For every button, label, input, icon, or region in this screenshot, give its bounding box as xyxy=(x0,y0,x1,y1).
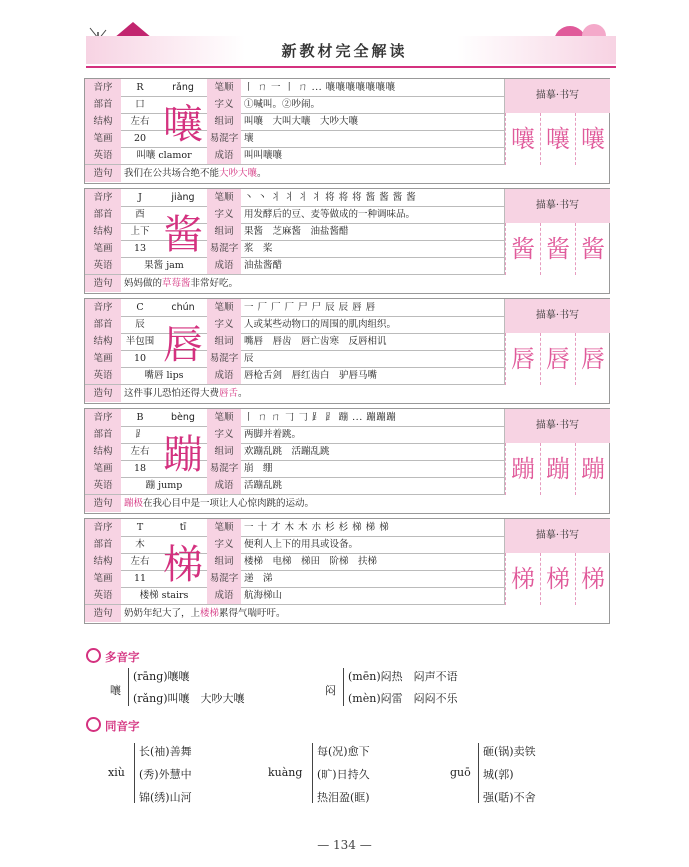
label-chengyu: 成语 xyxy=(207,257,241,274)
ziyi-value: 人或某些动物口的周围的肌肉组织。 xyxy=(244,319,397,330)
practice-cell xyxy=(575,553,610,605)
card-row xyxy=(85,477,504,495)
sentence-post: 非常好吃。 xyxy=(190,278,239,289)
label-jiegou: 结构 xyxy=(85,443,121,460)
label-yinxu: 音序 xyxy=(85,409,121,426)
jiegou-value: 左右 xyxy=(130,556,150,567)
main-character: 唇 xyxy=(163,322,203,368)
label-yingyu: 英语 xyxy=(85,367,121,384)
label-bishun: 笔顺 xyxy=(207,409,241,426)
sentence-highlight: 唇舌 xyxy=(219,388,239,399)
yinxu-value: T xyxy=(136,522,144,533)
sentence-highlight: 大吵大嚷 xyxy=(219,168,258,179)
practice-character: 酱 xyxy=(546,235,570,263)
label-zuci: 组词 xyxy=(207,553,241,570)
label-bishun: 笔顺 xyxy=(207,189,241,206)
card-row xyxy=(85,570,504,588)
english-value: 果酱 jam xyxy=(144,260,184,271)
label-yicuozi: 易混字 xyxy=(207,240,241,257)
ziyi-value: ①喊叫。②吵闹。 xyxy=(244,99,321,110)
zuci-value: 叫嚷 大叫大嚷 大吵大嚷 xyxy=(244,116,359,127)
bushou-value: ⻊ xyxy=(135,429,145,440)
sentence-post: 在我心目中是一项让人心惊肉跳的运动。 xyxy=(143,498,315,509)
label-zuci: 组词 xyxy=(207,443,241,460)
practice-cell xyxy=(505,223,540,275)
label-bishun: 笔顺 xyxy=(207,79,241,96)
practice-character: 酱 xyxy=(511,235,535,263)
brace-line xyxy=(343,668,344,706)
tongyin-word: (秀)外慧中 xyxy=(139,768,192,781)
english-value: 叫嚷 clamor xyxy=(136,150,192,161)
yinxu-value: R xyxy=(136,82,144,93)
duoyin-reading: (mēn)闷热 闷声不语 xyxy=(348,670,458,683)
character-card xyxy=(84,408,610,514)
pinyin: bèng xyxy=(171,412,195,423)
practice-character: 嚷 xyxy=(511,125,535,153)
practice-character: 唇 xyxy=(546,345,570,373)
ziyi-value: 两脚并着跳。 xyxy=(244,429,302,440)
section-title: 同音字 xyxy=(105,719,140,733)
label-zuci: 组词 xyxy=(207,333,241,350)
label-yingyu: 英语 xyxy=(85,587,121,604)
bihua-value: 20 xyxy=(133,133,147,144)
chengyu-value: 活蹦乱跳 xyxy=(244,480,283,491)
bishun-value: 丨 ㄇ ㄇ 𠃌 𠃌 ⻊ ⻊ 蹦 ... 蹦蹦蹦 xyxy=(244,412,397,423)
ziyi-value: 用发酵后的豆、麦等做成的一种调味品。 xyxy=(244,209,416,220)
label-bihua: 笔画 xyxy=(85,350,121,367)
practice-cell xyxy=(575,333,610,385)
label-zuci: 组词 xyxy=(207,223,241,240)
card-row xyxy=(85,257,504,275)
practice-cell xyxy=(540,553,575,605)
practice-character: 梯 xyxy=(546,565,570,593)
sentence xyxy=(121,275,604,292)
practice-cell xyxy=(575,223,610,275)
label-ziyi: 字义 xyxy=(207,206,241,223)
label-bishun: 笔顺 xyxy=(207,299,241,316)
practice-cell xyxy=(575,443,610,495)
label-jiegou: 结构 xyxy=(85,553,121,570)
label-bihua: 笔画 xyxy=(85,130,121,147)
brace-line xyxy=(128,668,129,706)
card-row xyxy=(85,587,504,605)
label-jiegou: 结构 xyxy=(85,333,121,350)
label-yicuozi: 易混字 xyxy=(207,570,241,587)
section-duoyinzi-heading xyxy=(86,648,140,665)
zuci-value: 楼梯 电梯 梯田 阶梯 扶梯 xyxy=(244,556,378,567)
duoyin-reading: (mèn)闷雷 闷闷不乐 xyxy=(348,692,458,705)
sentence xyxy=(121,165,604,182)
label-ziyi: 字义 xyxy=(207,316,241,333)
sentence-highlight: 草莓酱 xyxy=(162,278,191,289)
zuci-value: 欢蹦乱跳 活蹦乱跳 xyxy=(244,446,330,457)
label-yinxu: 音序 xyxy=(85,189,121,206)
label-bishun: 笔顺 xyxy=(207,519,241,536)
practice-cell xyxy=(540,223,575,275)
english-value: 蹦 jump xyxy=(145,480,183,491)
card-row xyxy=(85,206,504,224)
label-zaoju: 造句 xyxy=(85,495,121,512)
label-yinxu: 音序 xyxy=(85,299,121,316)
label-zaoju: 造句 xyxy=(85,385,121,402)
sentence-post: 累得气喘吁吁。 xyxy=(219,608,286,619)
writing-practice xyxy=(504,409,610,495)
card-row xyxy=(85,113,504,131)
label-bihua: 笔画 xyxy=(85,240,121,257)
sentence-pre: 妈妈做的 xyxy=(124,278,163,289)
practice-cell xyxy=(505,113,540,165)
tongyin-word: 锦(绣)山河 xyxy=(139,791,192,804)
sentence-row xyxy=(85,275,609,292)
label-jiegou: 结构 xyxy=(85,113,121,130)
bishun-value: 一 十 才 木 木 朩 杉 杉 梯 梯 梯 xyxy=(244,522,390,533)
writing-practice-header: 描摹·书写 xyxy=(505,519,610,553)
label-bushou: 部首 xyxy=(85,96,121,113)
card-row xyxy=(85,426,504,444)
magnifier-icon xyxy=(86,648,101,663)
label-jiegou: 结构 xyxy=(85,223,121,240)
label-ziyi: 字义 xyxy=(207,96,241,113)
yinxu-value: J xyxy=(138,192,142,203)
yinxu-value: B xyxy=(136,412,144,423)
label-bihua: 笔画 xyxy=(85,570,121,587)
practice-character: 梯 xyxy=(581,565,605,593)
card-row xyxy=(85,79,504,97)
yinxu-value: C xyxy=(136,302,144,313)
practice-character: 唇 xyxy=(511,345,535,373)
practice-character: 梯 xyxy=(511,565,535,593)
bushou-value: 口 xyxy=(135,99,145,110)
card-row xyxy=(85,130,504,148)
card-row xyxy=(85,147,504,165)
page-header xyxy=(0,0,689,78)
practice-cell xyxy=(575,113,610,165)
bishun-value: 丶 丶 丬 丬 丬 丬 将 将 将 酱 酱 酱 酱 xyxy=(244,192,417,203)
label-chengyu: 成语 xyxy=(207,367,241,384)
label-yingyu: 英语 xyxy=(85,147,121,164)
brace-line xyxy=(312,743,313,803)
card-row xyxy=(85,299,504,317)
writing-practice xyxy=(504,299,610,385)
practice-character: 嚷 xyxy=(581,125,605,153)
sentence-pre: 我们在公共场合绝不能 xyxy=(124,168,220,179)
label-yingyu: 英语 xyxy=(85,477,121,494)
character-card xyxy=(84,188,610,294)
bishun-value: 丨 ㄇ 一 丨 ㄇ ... 嚷嚷嚷嚷嚷嚷嚷 xyxy=(244,82,396,93)
sentence-post: 。 xyxy=(238,388,248,399)
label-yicuozi: 易混字 xyxy=(207,350,241,367)
card-row xyxy=(85,367,504,385)
label-bushou: 部首 xyxy=(85,426,121,443)
label-ziyi: 字义 xyxy=(207,426,241,443)
label-chengyu: 成语 xyxy=(207,587,241,604)
brace-line xyxy=(134,743,135,803)
label-yingyu: 英语 xyxy=(85,257,121,274)
duoyin-char: 嚷 xyxy=(110,684,121,697)
page-title: 新教材完全解读 xyxy=(281,42,408,60)
practice-character: 蹦 xyxy=(511,455,535,483)
label-zaoju: 造句 xyxy=(85,165,121,182)
label-zuci: 组词 xyxy=(207,113,241,130)
chengyu-value: 油盐酱醋 xyxy=(244,260,283,271)
zuci-value: 果酱 芝麻酱 油盐酱醋 xyxy=(244,226,349,237)
yicuozi-value: 壤 xyxy=(244,133,254,144)
card-row xyxy=(85,409,504,427)
sentence-highlight: 蹦极 xyxy=(124,498,144,509)
label-bihua: 笔画 xyxy=(85,460,121,477)
card-row xyxy=(85,553,504,571)
character-card xyxy=(84,78,610,184)
tongyin-pinyin: kuàng xyxy=(268,766,303,779)
bishun-value: 一 厂 厂 厂 尸 尸 辰 辰 唇 唇 xyxy=(244,302,376,313)
magnifier-icon xyxy=(86,717,101,732)
label-chengyu: 成语 xyxy=(207,147,241,164)
card-row xyxy=(85,536,504,554)
sentence-row xyxy=(85,165,609,182)
tongyin-pinyin: guō xyxy=(450,766,471,779)
tongyin-word: 强(聒)不舍 xyxy=(483,791,536,804)
english-value: 嘴唇 lips xyxy=(144,370,184,381)
pinyin: chún xyxy=(171,302,195,313)
chengyu-value: 唇枪舌剑 唇红齿白 驴唇马嘴 xyxy=(244,370,378,381)
tongyin-pinyin: xiù xyxy=(108,766,125,779)
practice-cell xyxy=(540,113,575,165)
sentence-row xyxy=(85,605,609,622)
yicuozi-value: 辰 xyxy=(244,353,254,364)
english-value: 楼梯 stairs xyxy=(139,590,189,601)
practice-character: 唇 xyxy=(581,345,605,373)
pinyin: tī xyxy=(179,522,187,533)
writing-practice-header: 描摹·书写 xyxy=(505,409,610,443)
sentence-pre: 这件事儿恐怕还得大费 xyxy=(124,388,220,399)
character-card xyxy=(84,518,610,624)
section-tongyinzi-heading xyxy=(86,717,140,734)
card-row xyxy=(85,443,504,461)
duoyin-char: 闷 xyxy=(325,684,336,697)
duoyin-reading: (rāng)嚷嚷 xyxy=(133,670,190,683)
pinyin: rǎng xyxy=(172,82,194,93)
writing-practice xyxy=(504,189,610,275)
practice-cell xyxy=(505,553,540,605)
tongyin-word: 砸(锅)卖铁 xyxy=(483,745,536,758)
writing-practice-header: 描摹·书写 xyxy=(505,79,610,113)
character-card xyxy=(84,298,610,404)
jiegou-value: 左右 xyxy=(130,446,150,457)
bihua-value: 10 xyxy=(133,353,147,364)
label-zaoju: 造句 xyxy=(85,605,121,622)
practice-character: 嚷 xyxy=(546,125,570,153)
writing-practice xyxy=(504,79,610,165)
label-chengyu: 成语 xyxy=(207,477,241,494)
header-line xyxy=(86,66,616,68)
yicuozi-value: 浆 桨 xyxy=(244,243,273,254)
sentence xyxy=(121,385,604,402)
label-yinxu: 音序 xyxy=(85,79,121,96)
label-bushou: 部首 xyxy=(85,536,121,553)
sentence xyxy=(121,605,604,622)
practice-cell xyxy=(505,333,540,385)
ziyi-value: 便利人上下的用具或设备。 xyxy=(244,539,359,550)
card-row xyxy=(85,333,504,351)
yicuozi-value: 递 涕 xyxy=(244,573,273,584)
bushou-value: 酉 xyxy=(135,209,145,220)
label-zaoju: 造句 xyxy=(85,275,121,292)
bihua-value: 13 xyxy=(133,243,147,254)
main-character: 蹦 xyxy=(163,432,203,478)
zuci-value: 嘴唇 唇齿 唇亡齿寒 反唇相讥 xyxy=(244,336,387,347)
card-row xyxy=(85,519,504,537)
main-character: 嚷 xyxy=(163,102,203,148)
practice-character: 酱 xyxy=(581,235,605,263)
card-row xyxy=(85,189,504,207)
label-ziyi: 字义 xyxy=(207,536,241,553)
yicuozi-value: 崩 绷 xyxy=(244,463,273,474)
jiegou-value: 半包围 xyxy=(125,336,155,347)
sentence-pre: 奶奶年纪大了，上 xyxy=(124,608,201,619)
jiegou-value: 上下 xyxy=(130,226,150,237)
sentence xyxy=(121,495,604,512)
writing-practice-header: 描摹·书写 xyxy=(505,189,610,223)
card-row xyxy=(85,96,504,114)
brace-line xyxy=(478,743,479,803)
card-row xyxy=(85,316,504,334)
tongyin-word: 每(况)愈下 xyxy=(317,745,370,758)
practice-cell xyxy=(540,333,575,385)
tongyin-word: (旷)日持久 xyxy=(317,768,370,781)
page-number: — 134 — xyxy=(317,838,372,852)
main-character: 梯 xyxy=(163,542,203,588)
practice-cell xyxy=(505,443,540,495)
card-row xyxy=(85,460,504,478)
duoyin-reading: (rǎng)叫嚷 大吵大嚷 xyxy=(133,692,245,705)
section-title: 多音字 xyxy=(105,650,140,664)
pinyin: jiàng xyxy=(171,192,195,203)
card-row xyxy=(85,240,504,258)
practice-cell xyxy=(540,443,575,495)
chengyu-value: 叫叫嚷嚷 xyxy=(244,150,283,161)
tongyin-word: 长(袖)善舞 xyxy=(139,745,192,758)
main-character: 酱 xyxy=(163,212,203,258)
bihua-value: 11 xyxy=(133,573,147,584)
sentence-row xyxy=(85,495,609,512)
tongyin-word: 城(郭) xyxy=(483,768,514,781)
card-row xyxy=(85,350,504,368)
bushou-value: 辰 xyxy=(135,319,145,330)
writing-practice xyxy=(504,519,610,605)
chengyu-value: 航海梯山 xyxy=(244,590,283,601)
sentence-post: 。 xyxy=(257,168,267,179)
jiegou-value: 左右 xyxy=(130,116,150,127)
label-yinxu: 音序 xyxy=(85,519,121,536)
writing-practice-header: 描摹·书写 xyxy=(505,299,610,333)
tongyin-word: 热泪盈(眶) xyxy=(317,791,370,804)
bihua-value: 18 xyxy=(133,463,147,474)
card-row xyxy=(85,223,504,241)
sentence-row xyxy=(85,385,609,402)
label-bushou: 部首 xyxy=(85,206,121,223)
practice-character: 蹦 xyxy=(581,455,605,483)
sentence-highlight: 楼梯 xyxy=(200,608,220,619)
label-bushou: 部首 xyxy=(85,316,121,333)
label-yicuozi: 易混字 xyxy=(207,460,241,477)
bushou-value: 木 xyxy=(135,539,145,550)
label-yicuozi: 易混字 xyxy=(207,130,241,147)
practice-character: 蹦 xyxy=(546,455,570,483)
